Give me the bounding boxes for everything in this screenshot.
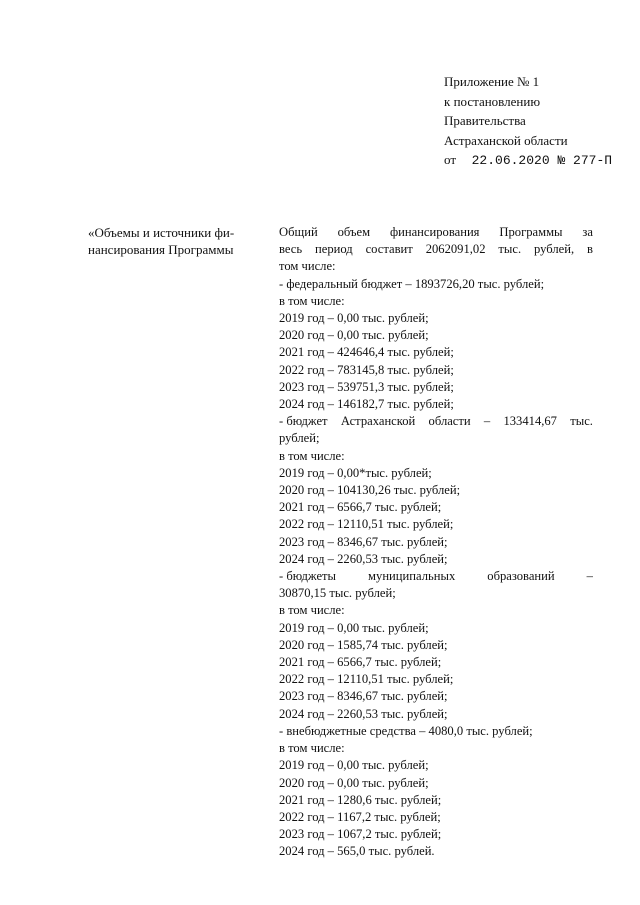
extrabudget-year-2020: 2020 год – 0,00 тыс. рублей; [279,775,429,790]
extrabudget-year-2019: 2019 год – 0,00 тыс. рублей; [279,758,429,773]
federal-year-2020: 2020 год – 0,00 тыс. рублей; [279,328,429,343]
appendix-header [444,72,612,171]
word: Общий [279,225,318,239]
appendix-number: Приложение № 1 [444,74,540,89]
word: рублей, [533,242,575,257]
section-label-line-2: нансирования Программы [88,242,234,258]
municipal-budget-title-line-2: 30870,15 тыс. рублей; [279,586,396,601]
word: тыс. [570,414,593,429]
word: финансирования [389,225,480,239]
regional-budget-sub: в том числе: [279,448,345,463]
municipal-budget-title-line-1 [279,568,593,585]
appendix-to-resolution: к постановлению [444,93,541,109]
federal-year-2024: 2024 год – 146182,7 тыс. рублей; [279,397,454,412]
extrabudget-year-2023: 2023 год – 1067,2 тыс. рублей; [279,827,442,842]
extrabudget-sub: в том числе: [279,741,345,756]
regional-year-2019: 2019 год – 0,00*тыс. рублей; [279,465,432,480]
regional-year-2021: 2021 год – 6566,7 тыс. рублей; [279,500,442,515]
word: муниципальных [368,569,456,584]
municipal-year-2024: 2024 год – 2260,53 тыс. рублей; [279,706,448,721]
resolution-date-line [444,150,612,171]
extrabudget-year-2022: 2022 год – 1167,2 тыс. рублей; [279,809,441,824]
word: тыс. [498,242,522,257]
regional-year-2020: 2020 год – 104130,26 тыс. рублей; [279,483,461,498]
municipal-year-2019: 2019 год – 0,00 тыс. рублей; [279,620,429,635]
appendix-region: Астраханской области [444,132,568,148]
federal-year-2023: 2023 год – 539751,3 тыс. рублей; [279,379,454,394]
municipal-year-2020: 2020 год – 1585,74 тыс. рублей; [279,637,448,652]
word: - бюджет [279,414,328,429]
intro-line-3: том числе: [279,259,336,274]
federal-year-2021: 2021 год – 424646,4 тыс. рублей; [279,345,454,360]
section-label-line-1: «Объемы и источники фи- [88,225,235,240]
regional-budget-title-line-1 [279,413,593,430]
federal-year-2019: 2019 год – 0,00 тыс. рублей; [279,311,429,326]
intro-line-2 [279,241,593,258]
word: в [586,242,593,257]
regional-year-2024: 2024 год – 2260,53 тыс. рублей; [279,551,448,566]
regional-year-2022: 2022 год – 12110,51 тыс. рублей; [279,517,454,532]
word: период [314,242,353,257]
federal-budget-sub: в том числе: [279,293,345,308]
word: Астраханской [340,414,416,429]
word: Программы [499,225,563,239]
word: за [582,225,593,239]
extrabudget-year-2021: 2021 год – 1280,6 тыс. рублей; [279,792,442,807]
municipal-budget-sub: в том числе: [279,603,345,618]
federal-budget-title: - федеральный бюджет – 1893726,20 тыс. рублей; [279,276,545,291]
intro-line-1 [279,224,593,241]
municipal-year-2022: 2022 год – 12110,51 тыс. рублей; [279,672,454,687]
regional-year-2023: 2023 год – 8346,67 тыс. рублей; [279,534,448,549]
word: – [586,569,593,584]
date-prefix: от [444,152,457,167]
municipal-year-2021: 2021 год – 6566,7 тыс. рублей; [279,655,442,670]
section-label [88,224,268,258]
extrabudget-title: - внебюджетные средства – 4080,0 тыс. рублей; [279,723,533,738]
appendix-government: Правительства [444,113,526,128]
word: весь [279,242,303,257]
word: образований [487,569,555,584]
word: - бюджеты [279,569,337,584]
word: – [483,414,491,429]
total-amount: 2062091,02 [425,242,486,257]
regional-amount: 133414,67 [503,414,557,429]
resolution-date-number: 22.06.2020 № 277-П [471,153,613,168]
word: объем [337,225,371,239]
regional-budget-title-line-2: рублей; [279,431,320,446]
word: составит [365,242,413,257]
extrabudget-year-2024: 2024 год – 565,0 тыс. рублей. [279,844,435,859]
federal-year-2022: 2022 год – 783145,8 тыс. рублей; [279,362,454,377]
municipal-year-2023: 2023 год – 8346,67 тыс. рублей; [279,689,448,704]
funding-details [279,224,593,861]
word: области [428,414,471,429]
